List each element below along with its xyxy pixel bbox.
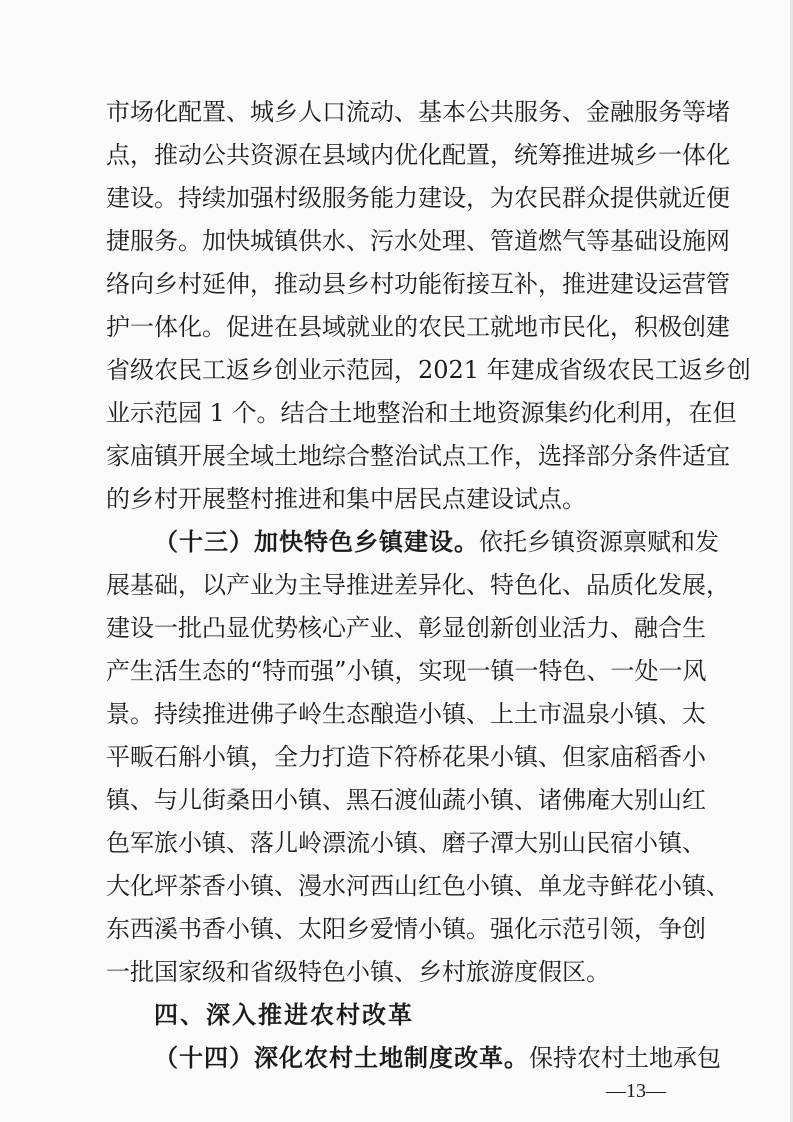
section-14-rest: 保持农村土地承包: [529, 1044, 721, 1072]
paragraph-line: 省级农民工返乡创业示范园，2021 年建成省级农民工返乡创: [106, 356, 751, 384]
paragraph-line: 建设。持续加强村级服务能力建设，为农民群众提供就近便: [106, 184, 730, 212]
section-14-first-line: [154, 1038, 721, 1078]
paragraph-line: 产生活生态的“特而强”小镇，实现一镇一特色、一处一风: [106, 657, 707, 685]
paragraph-line: 络向乡村延伸，推动县乡村功能衔接互补，推进建设运营管: [106, 270, 730, 298]
section-heading: 四、深入推进农村改革: [154, 1001, 414, 1029]
section-13-first-line-rest: 依托乡镇资源禀赋和发: [479, 528, 719, 556]
section-14-title: （十四）深化农村土地制度改革。: [154, 1044, 529, 1072]
page-number: —13—: [606, 1080, 666, 1102]
paragraph-line: 平畈石斛小镇，全力打造下符桥花果小镇、但家庙稻香小: [106, 743, 706, 771]
paragraph-line: 的乡村开展整村推进和集中居民点建设试点。: [106, 485, 586, 513]
paragraph-line: 护一体化。促进在县域就业的农民工就地市民化，积极创建: [106, 313, 730, 341]
paragraph-line: 东西溪书香小镇、太阳乡爱情小镇。强化示范引领，争创: [106, 915, 706, 943]
paragraph-line: 点，推动公共资源在县域内优化配置，统筹推进城乡一体化: [106, 141, 730, 169]
paragraph-line: 展基础，以产业为主导推进差异化、特色化、品质化发展，: [106, 571, 730, 599]
section-13-first-line: [154, 522, 719, 562]
paragraph-line: 景。持续推进佛子岭生态酿造小镇、上土市温泉小镇、太: [106, 700, 706, 728]
section-13-title: （十三）加快特色乡镇建设。: [154, 528, 479, 556]
paragraph-line: 镇、与儿街桑田小镇、黑石渡仙蔬小镇、诸佛庵大别山红: [106, 786, 706, 814]
paragraph-line: 大化坪茶香小镇、漫水河西山红色小镇、单龙寺鲜花小镇、: [106, 872, 730, 900]
paragraph-line: 业示范园 1 个。结合土地整治和土地资源集约化利用，在但: [106, 399, 737, 427]
paragraph-line: 一批国家级和省级特色小镇、乡村旅游度假区。: [106, 958, 610, 986]
paragraph-line: 家庙镇开展全域土地综合整治试点工作，选择部分条件适宜: [106, 442, 730, 470]
paragraph-line: 色军旅小镇、落儿岭漂流小镇、磨子潭大别山民宿小镇、: [106, 829, 706, 857]
paragraph-line: 市场化配置、城乡人口流动、基本公共服务、金融服务等堵: [106, 98, 730, 126]
paragraph-line: 捷服务。加快城镇供水、污水处理、管道燃气等基础设施网: [106, 227, 730, 255]
paragraph-line: 建设一批凸显优势核心产业、彰显创新创业活力、融合生: [106, 614, 706, 642]
